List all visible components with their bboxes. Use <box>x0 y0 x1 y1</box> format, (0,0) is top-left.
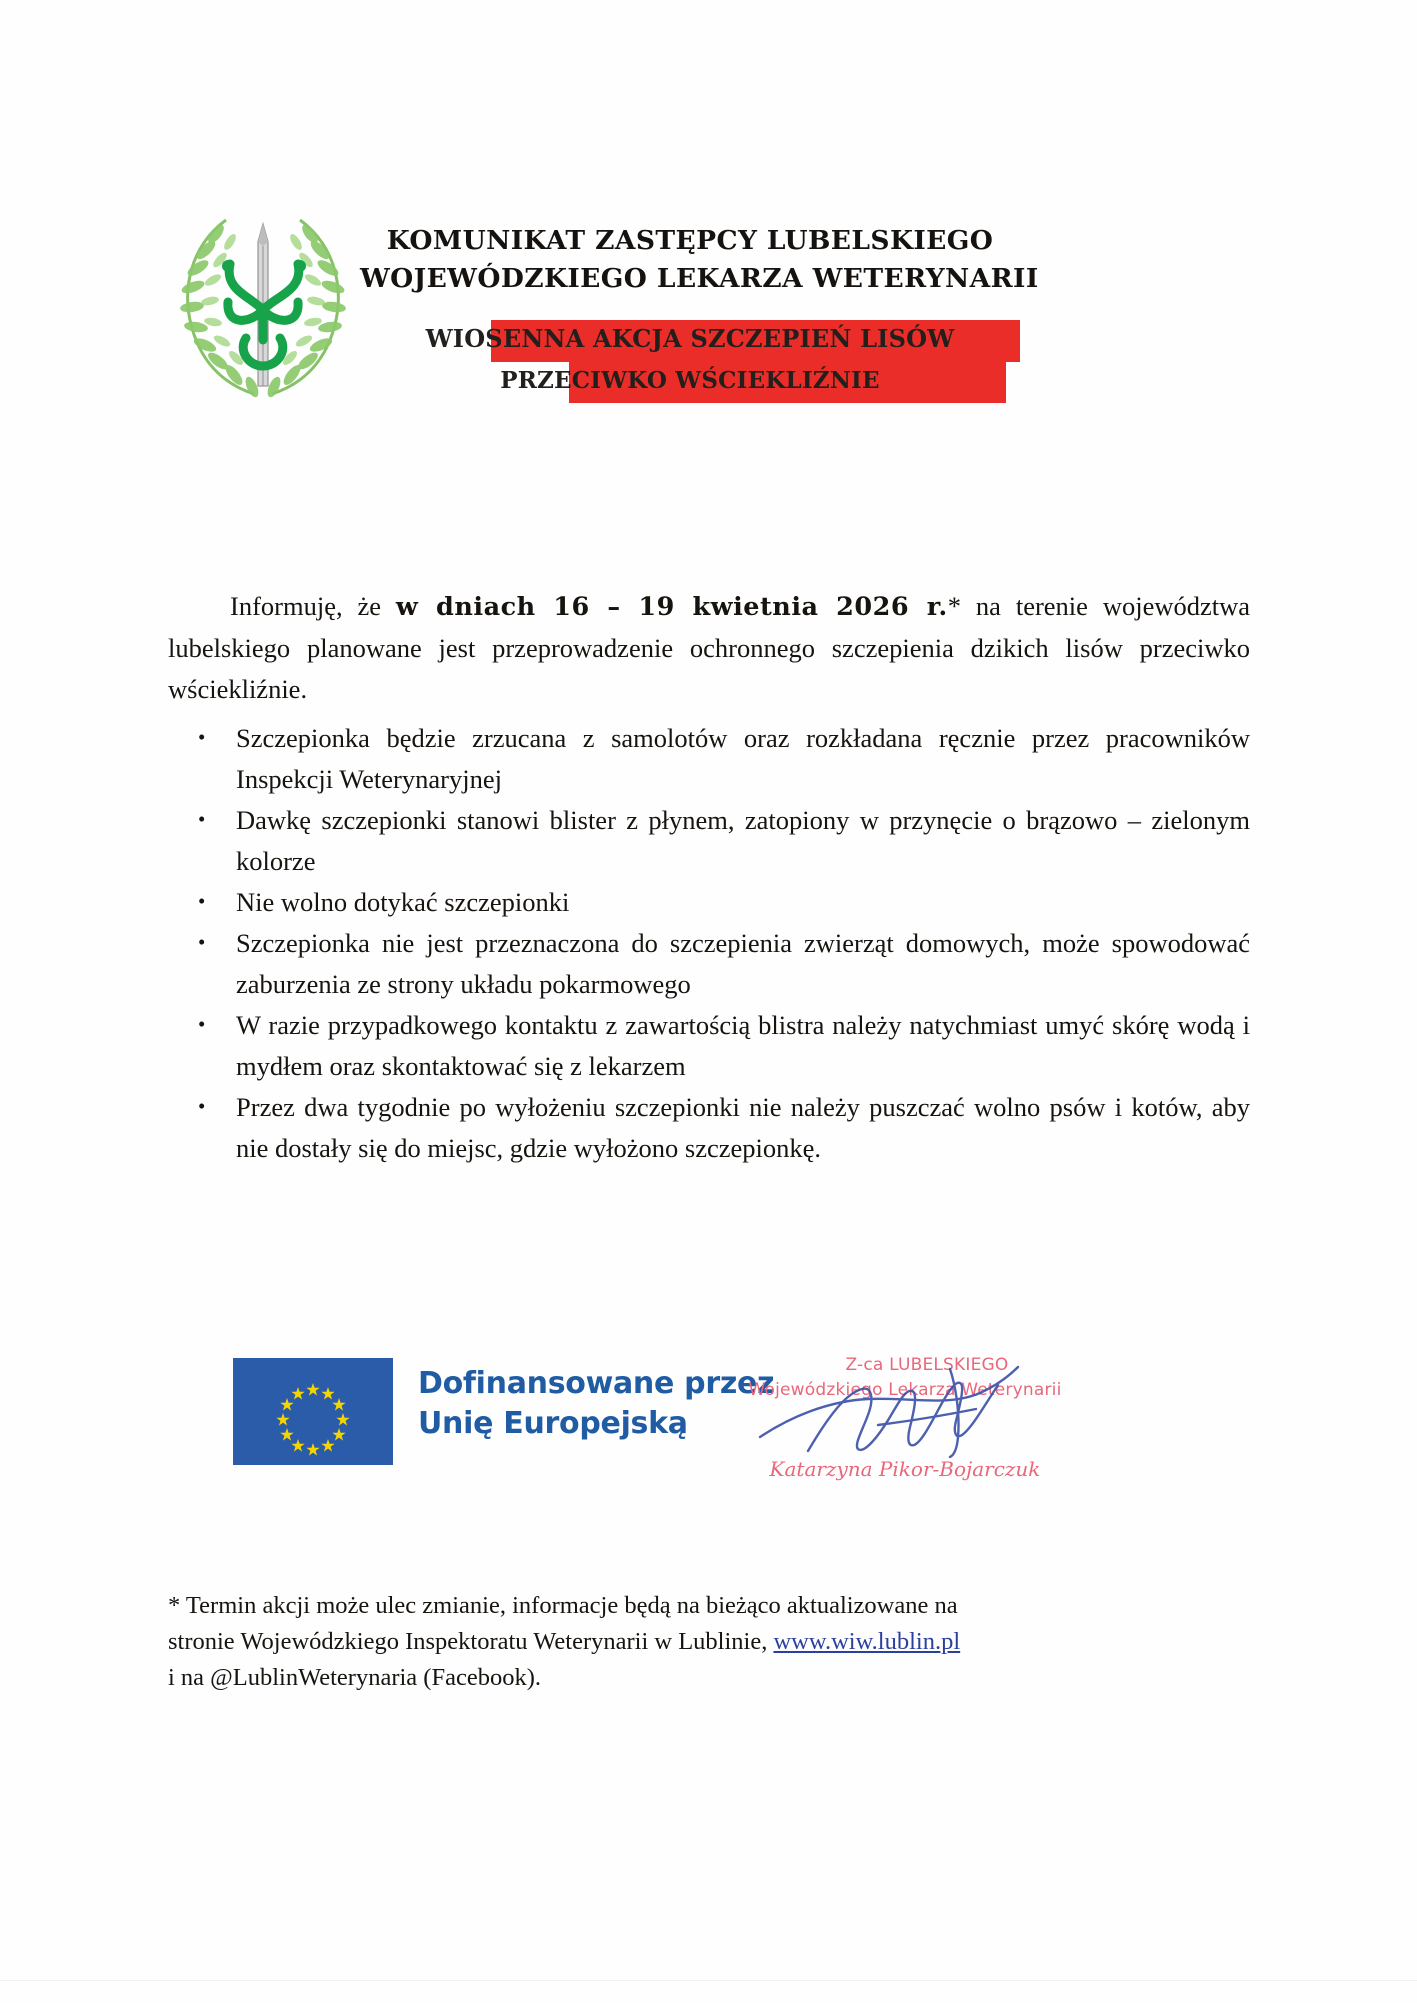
instructions-list <box>168 718 1250 1169</box>
intro-paragraph <box>168 586 1250 710</box>
red-banner <box>360 318 1020 400</box>
eu-caption-line-1: Dofinansowane przez <box>418 1366 775 1401</box>
list-item-text: • Szczepionka nie jest przeznaczona do szczepienia zwierząt domowych, może spowodować zaburzenia ze strony układu pokarmowego <box>236 928 1250 999</box>
page-title-line-2: WOJEWÓDZKIEGO LEKARZA WETERYNARII <box>360 263 1039 294</box>
wiw-lublin-link[interactable]: www.wiw.lublin.pl <box>773 1628 961 1655</box>
page-title-line-1: KOMUNIKAT ZASTĘPCY LUBELSKIEGO <box>386 225 994 256</box>
document-header <box>0 160 1417 460</box>
list-item-text: • Szczepionka będzie zrzucana z samolotów oraz rozkładana ręcznie przez pracowników Inspekcji Weterynaryjnej <box>236 723 1250 794</box>
footnote-line-2 <box>168 1624 1250 1660</box>
eu-funding-caption <box>418 1364 774 1444</box>
list-item <box>168 1005 1250 1087</box>
header-title-block <box>360 222 1039 298</box>
document-body <box>168 586 1250 1169</box>
veterinary-emblem-icon <box>168 198 358 398</box>
signature-block <box>740 1335 1070 1495</box>
eu-caption-line-2: Unię Europejską <box>418 1406 688 1441</box>
eu-flag-icon <box>233 1358 393 1465</box>
list-item <box>168 718 1250 800</box>
footnote-line-1: * Termin akcji może ulec zmianie, informacje będą na bieżąco aktualizowane na <box>168 1592 958 1619</box>
list-item <box>168 882 1250 923</box>
signatory-name: Katarzyna Pikor-Bojarczuk <box>769 1457 1041 1481</box>
intro-text-after-bold: * na terenie województwa lubelskiego planowane jest przeprowadzenie ochronnego szczepienia dzikich lisów przeciwko wściekliźnie. <box>168 591 1250 704</box>
eu-funding-logo-row <box>168 1338 1250 1498</box>
stamp-line-1: Z-ca LUBELSKIEGO <box>845 1355 1009 1375</box>
list-item <box>168 923 1250 1005</box>
stamp-line-2: Wojewódzkiego Lekarza Weterynarii <box>748 1380 1062 1400</box>
list-item-text: • Przez dwa tygodnie po wyłożeniu szczepionki nie należy puszczać wolno psów i kotów, aby nie dostały się do miejsc, gdzie wyłożono szczepionkę. <box>236 1092 1250 1163</box>
list-item-text: • W razie przypadkowego kontaktu z zawartością blistra należy natychmiast umyć skórę wodą i mydłem oraz skontaktować się z lekarzem <box>236 1010 1250 1081</box>
banner-line-2: PRZECIWKO WŚCIEKLIŹNIE <box>500 367 880 394</box>
intro-date-bold: w dniach 16 – 19 kwietnia 2026 r. <box>395 592 948 622</box>
footnote-line-2-text: stronie Wojewódzkiego Inspektoratu Weterynarii w Lublinie, <box>168 1628 774 1655</box>
red-banner-text <box>360 318 1020 402</box>
list-item-text: • Dawkę szczepionki stanowi blister z płynem, zatopiony w przynęcie o brązowo – zielonym kolorze <box>236 805 1250 876</box>
page-bottom-divider <box>0 1980 1417 1981</box>
banner-line-1: WIOSENNA AKCJA SZCZEPIEŃ LISÓW <box>425 324 955 353</box>
list-item <box>168 800 1250 882</box>
handwritten-signature-icon <box>750 1365 1070 1460</box>
footnote-block <box>168 1588 1250 1696</box>
list-item <box>168 1087 1250 1169</box>
list-item-text: • Nie wolno dotykać szczepionki <box>236 887 570 917</box>
intro-text-before-bold: Informuję, że <box>230 591 396 621</box>
footnote-line-3: i na @LublinWeterynaria (Facebook). <box>168 1664 541 1691</box>
